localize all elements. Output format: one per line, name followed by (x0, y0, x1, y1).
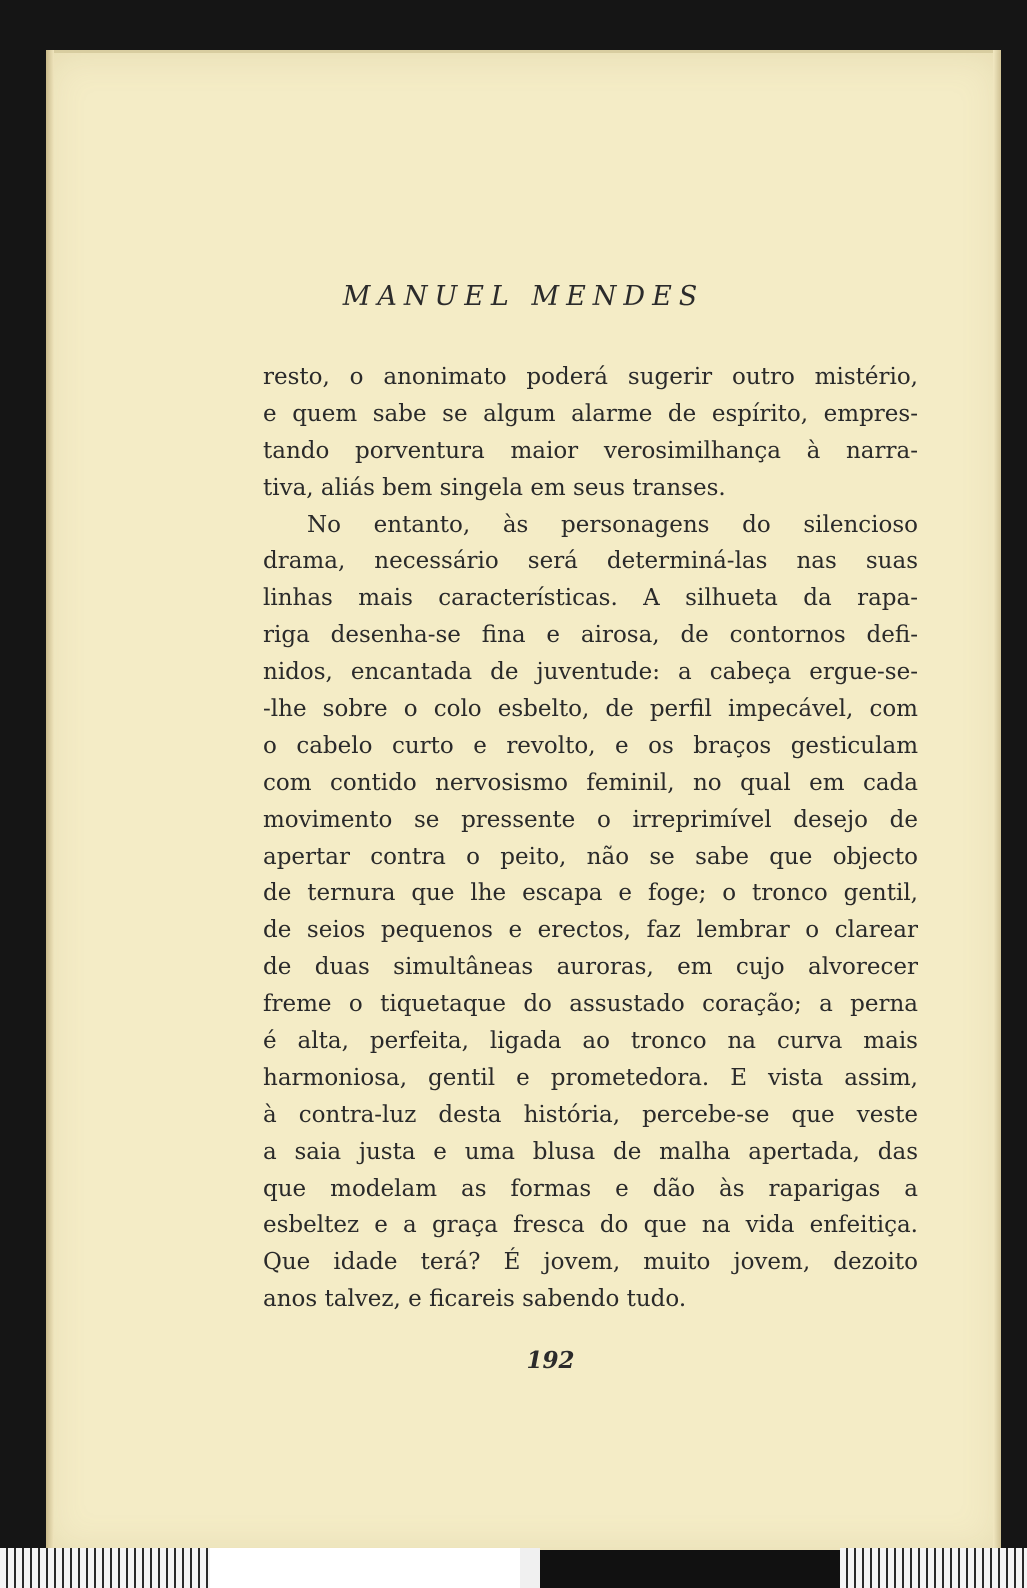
text-line: com contido nervosismo feminil, no qual em cada (263, 769, 918, 796)
text-line: o cabelo curto e revolto, e os braços gesticulam (263, 732, 918, 759)
text-line: esbeltez e a graça fresca do que na vida enfeitiça. (263, 1212, 918, 1239)
text-line: Que idade terá? É jovem, muito jovem, dezoito (263, 1249, 918, 1276)
text-line: e quem sabe se algum alarme de espírito, empres- (263, 400, 918, 427)
body-text (263, 359, 918, 1318)
text-line: riga desenha-se fina e airosa, de contornos defi- (263, 622, 918, 649)
text-line: drama, necessário será determiná-las nas suas (263, 548, 918, 575)
page-left-edge (46, 50, 54, 1550)
page-number: 192 (526, 1347, 575, 1374)
text-line: -lhe sobre o colo esbelto, de perfil impecável, com (263, 696, 918, 723)
text-line: freme o tiquetaque do assustado coração; a perna (263, 991, 918, 1018)
text-line: movimento se pressente o irreprimível desejo de (263, 806, 918, 833)
book-page (46, 50, 1001, 1553)
text-line: nidos, encantada de juventude: a cabeça ergue-se- (263, 659, 918, 686)
text-line: apertar contra o peito, não se sabe que objecto (263, 843, 918, 870)
text-line: à contra-luz desta história, percebe-se que veste (263, 1101, 918, 1128)
text-line: resto, o anonimato poderá sugerir outro mistério, (263, 364, 918, 390)
text-line: harmoniosa, gentil e prometedora. E vista assim, (263, 1064, 918, 1091)
text-line: a saia justa e uma blusa de malha apertada, das (263, 1138, 918, 1165)
text-line: linhas mais características. A silhueta da rapa- (263, 585, 918, 612)
text-line: é alta, perfeita, ligada ao tronco na curva mais (263, 1028, 918, 1055)
ruler-scale-segment (0, 1548, 210, 1588)
running-head: MANUEL MENDES (342, 281, 705, 312)
text-line: anos talvez, e ficareis sabendo tudo. (263, 1286, 687, 1313)
ruler-blank-segment (210, 1548, 520, 1588)
text-line: tiva, aliás bem singela em seus transes. (263, 474, 726, 501)
text-line: de ternura que lhe escapa e foge; o tronco gentil, (263, 880, 918, 907)
text-line: que modelam as formas e dão às raparigas a (263, 1175, 918, 1202)
text-line-indent: No entanto, às personagens do silencioso (307, 511, 918, 538)
text-line: de seios pequenos e erectos, faz lembrar o clarear (263, 917, 918, 944)
text-line: de duas simultâneas auroras, em cujo alvorecer (263, 954, 918, 981)
ruler-marker-segment (520, 1548, 540, 1588)
ruler-scale-segment (840, 1548, 1027, 1588)
text-line: tando porventura maior verosimilhança à narra- (263, 437, 918, 464)
page-right-edge (993, 50, 1001, 1550)
